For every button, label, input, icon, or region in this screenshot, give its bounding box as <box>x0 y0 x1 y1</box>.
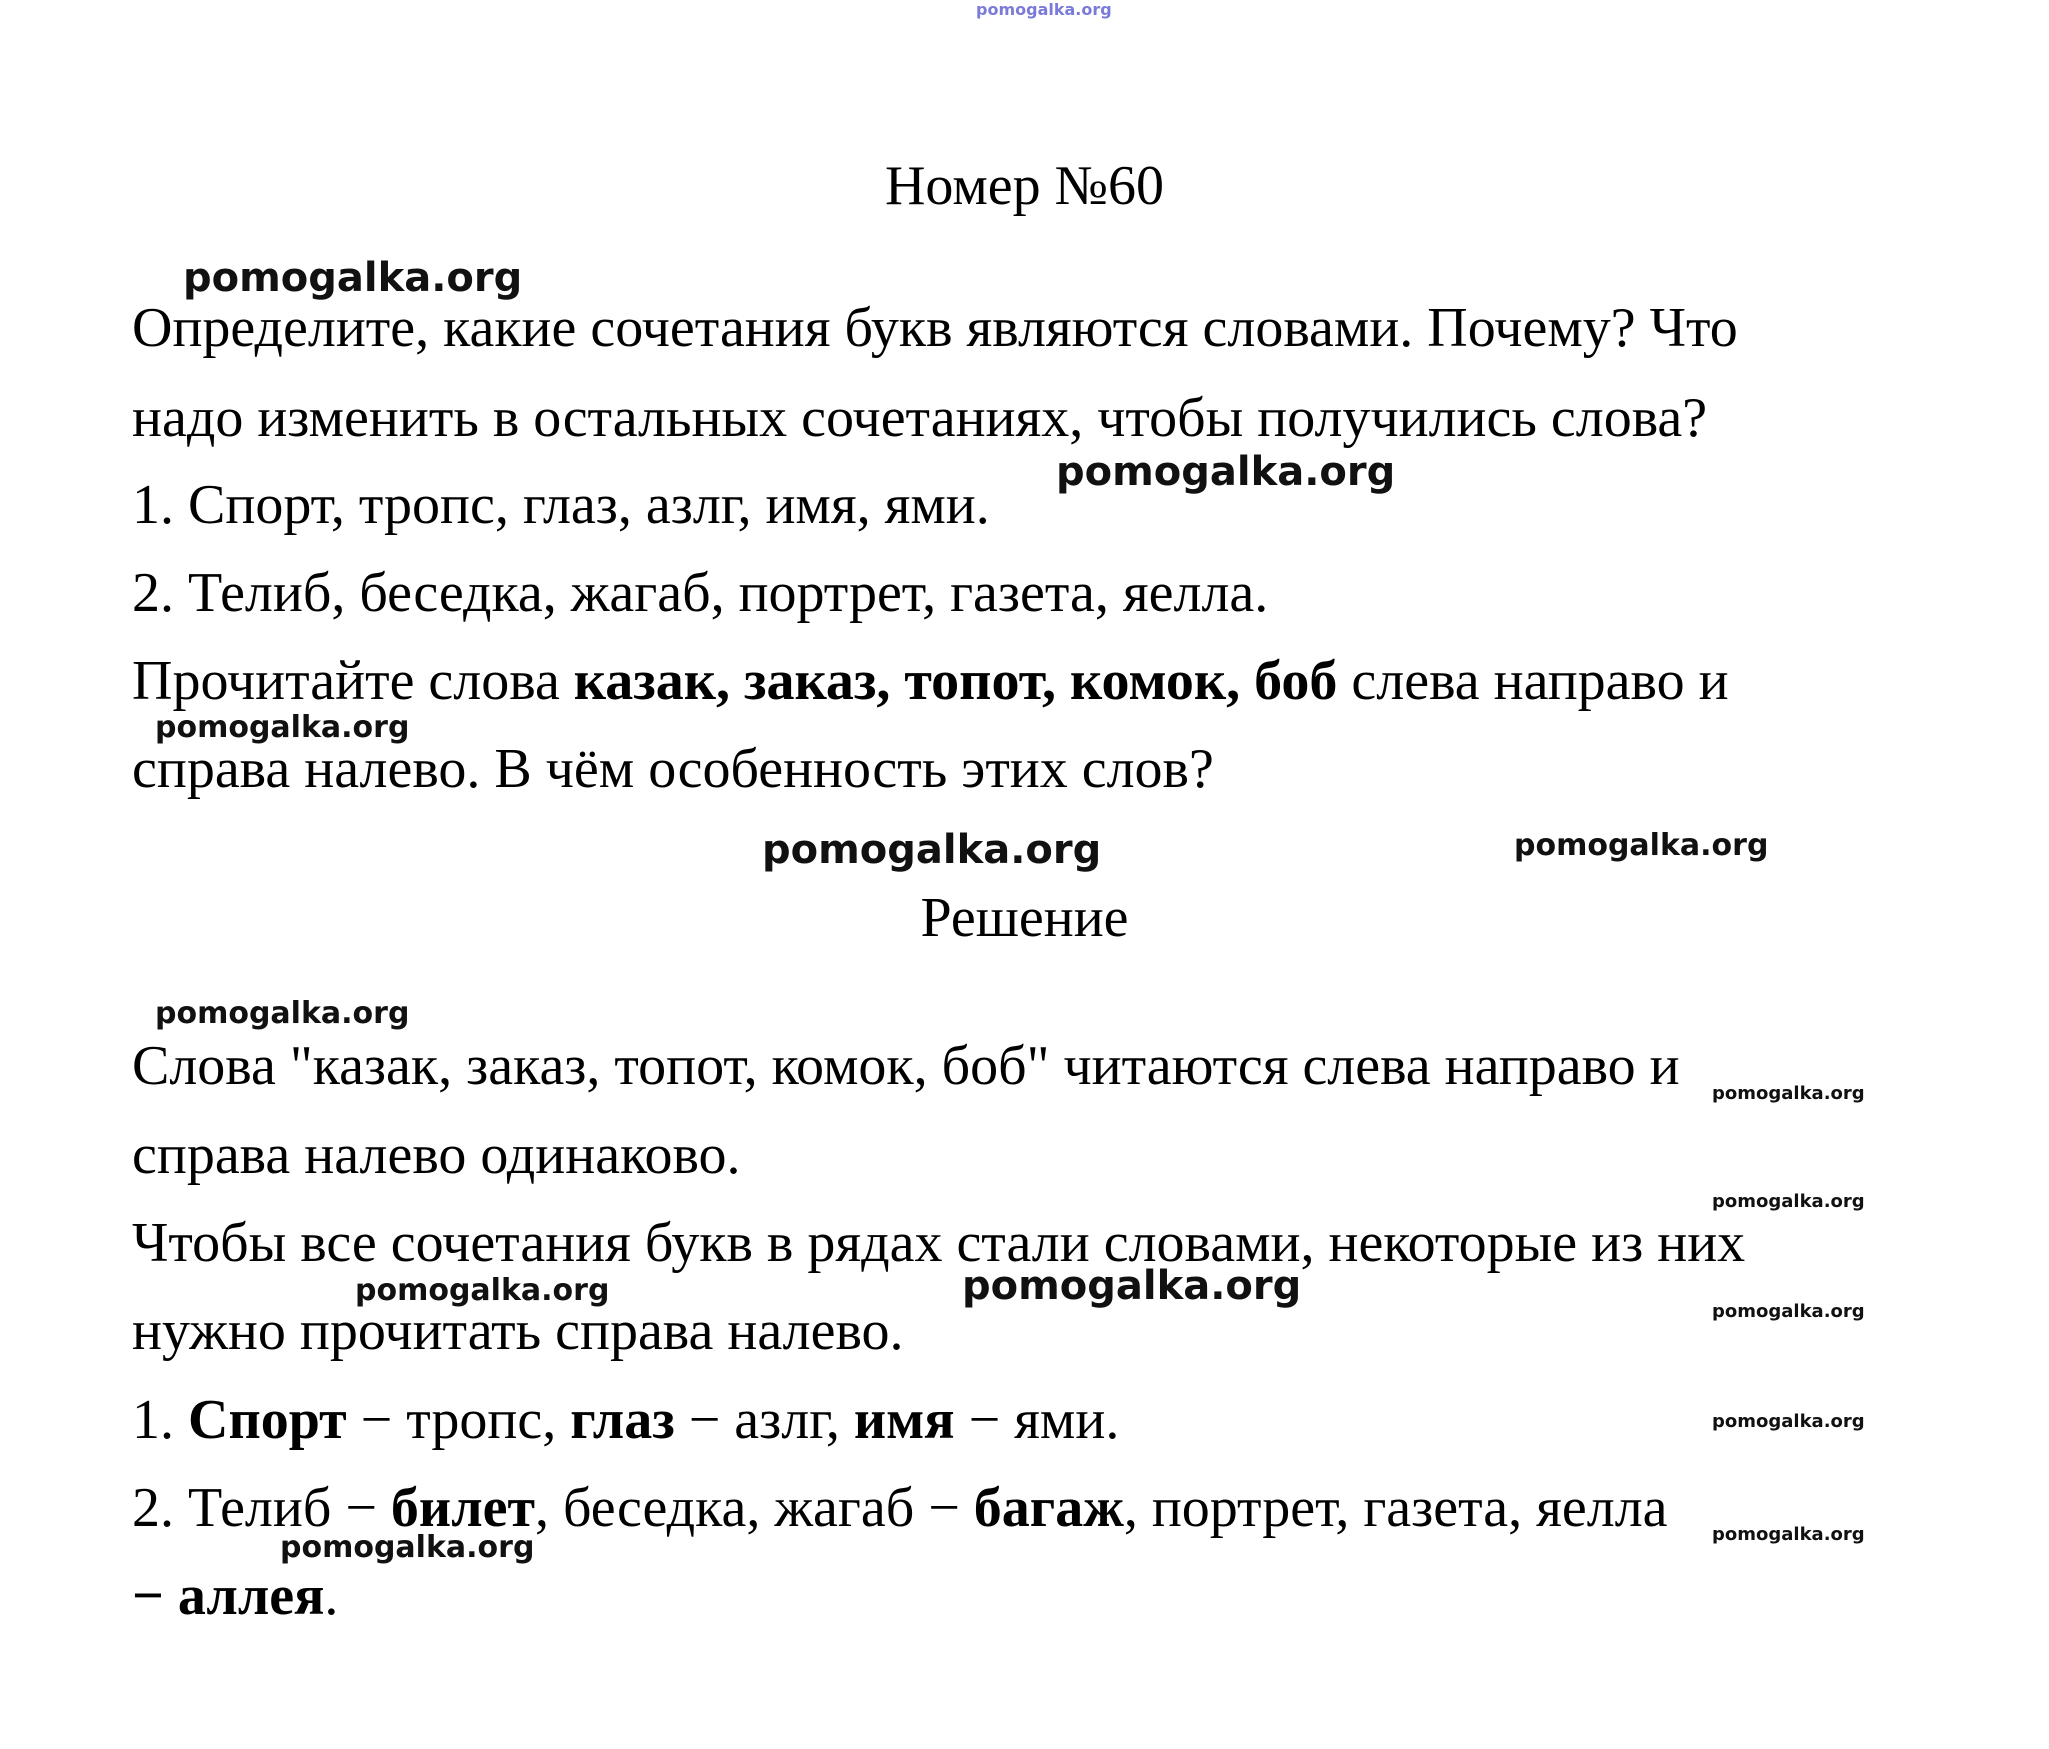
watermark: pomogalka.org <box>280 1530 535 1565</box>
row2-text-2: , портрет, газета, яелла <box>1123 1477 1668 1539</box>
task-read-line <box>132 650 1729 712</box>
solution-row-1 <box>132 1389 1120 1451</box>
watermark: pomogalka.org <box>155 996 410 1031</box>
task-read-line-2: справа налево. В чём особенность этих слов? <box>132 738 1214 800</box>
row2-dash: − <box>132 1565 178 1627</box>
row1-word-2: глаз <box>570 1389 675 1451</box>
row1-text-2: − азлг, <box>674 1389 854 1451</box>
page-title: Номер №60 <box>884 155 1165 217</box>
solution-p1-line-2: справа налево одинаково. <box>132 1124 741 1186</box>
solution-heading: Решение <box>920 887 1129 949</box>
row1-text-3: − ями. <box>954 1389 1120 1451</box>
watermark: pomogalka.org <box>1056 449 1396 495</box>
solution-p1-line-1: Слова "казак, заказ, топот, комок, боб" читаются слева направо и <box>132 1035 1680 1097</box>
row2-end: . <box>324 1565 339 1627</box>
task-line-2: надо изменить в остальных сочетаниях, чтобы получились слова? <box>132 387 1708 449</box>
solution-row-2 <box>132 1477 1668 1539</box>
watermark: pomogalka.org <box>1712 1411 1865 1432</box>
row2-word-3: аллея <box>177 1565 325 1627</box>
watermark: pomogalka.org <box>1712 1301 1865 1322</box>
row1-text-1: − тропс, <box>346 1389 571 1451</box>
solution-p2-line-1: Чтобы все сочетания букв в рядах стали словами, некоторые из них <box>132 1212 1746 1274</box>
watermark: pomogalka.org <box>155 710 410 745</box>
task-line-1: Определите, какие сочетания букв являются словами. Почему? Что <box>132 297 1738 359</box>
watermark: pomogalka.org <box>1712 1524 1865 1545</box>
watermark: pomogalka.org <box>962 1263 1302 1309</box>
row2-text-1: , беседка, жагаб − <box>534 1477 974 1539</box>
solution-row-2-cont <box>132 1565 339 1627</box>
row1-word-1: Спорт <box>188 1389 347 1451</box>
row2-word-2: багаж <box>973 1477 1124 1539</box>
watermark: pomogalka.org <box>355 1273 610 1308</box>
task-read-prefix: Прочитайте слова <box>132 650 574 712</box>
task-item-1: 1. Спорт, тропс, глаз, азлг, имя, ями. <box>132 474 990 536</box>
row2-word-1: билет <box>390 1477 535 1539</box>
solution-p2-line-2: нужно прочитать справа налево. <box>132 1300 904 1362</box>
row1-num: 1. <box>132 1389 188 1451</box>
row1-word-3: имя <box>853 1389 955 1451</box>
top-watermark: pomogalka.org <box>976 0 1112 19</box>
watermark: pomogalka.org <box>1712 1083 1865 1104</box>
task-item-2: 2. Телиб, беседка, жагаб, портрет, газета, яелла. <box>132 562 1269 624</box>
task-read-suffix: слева направо и <box>1337 650 1729 712</box>
watermark: pomogalka.org <box>183 255 523 301</box>
watermark: pomogalka.org <box>1514 828 1769 863</box>
task-read-words: казак, заказ, топот, комок, боб <box>573 650 1338 712</box>
row2-num: 2. Телиб − <box>132 1477 391 1539</box>
watermark: pomogalka.org <box>762 827 1102 873</box>
watermark: pomogalka.org <box>1712 1191 1865 1212</box>
